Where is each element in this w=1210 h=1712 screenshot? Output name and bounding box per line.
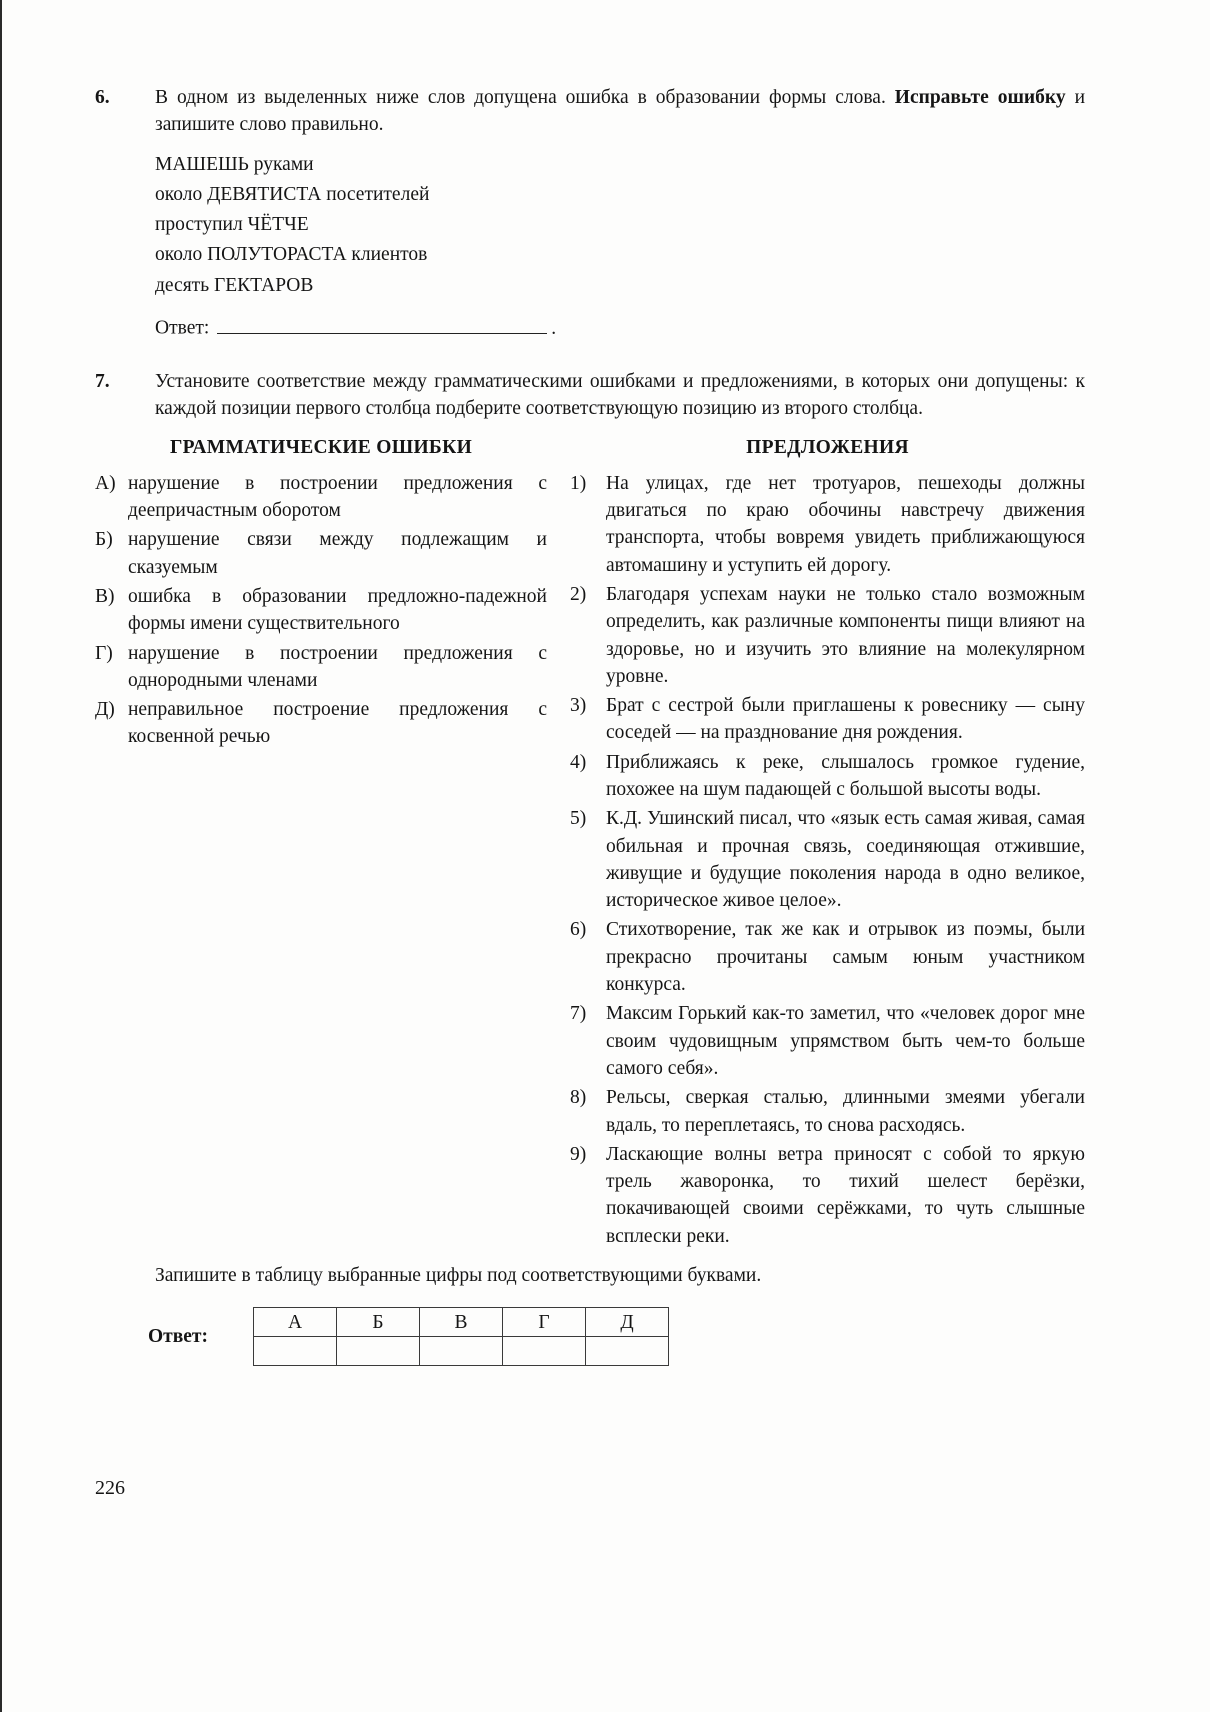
errors-column-header: ГРАММАТИЧЕСКИЕ ОШИБКИ — [169, 437, 473, 459]
answer-cell-g[interactable] — [503, 1337, 586, 1366]
word-option-2: около ДЕВЯТИСТА посетителей — [155, 183, 430, 205]
answer-cell-d[interactable] — [586, 1337, 669, 1366]
task-7-answer-area — [148, 1307, 1085, 1366]
errors-column — [95, 434, 547, 1252]
answer-table-input-row — [254, 1337, 669, 1366]
sentence-item-9 — [570, 1141, 1085, 1250]
matching-columns — [95, 434, 1085, 1252]
error-item-text: нарушение в построении предложения с деепричастным оборотом — [128, 472, 547, 522]
sentence-item-label: 4) — [570, 751, 587, 773]
answer-cell-v[interactable] — [420, 1337, 503, 1366]
sentence-item-label: 6) — [570, 919, 587, 941]
sentences-column-header: ПРЕДЛОЖЕНИЯ — [746, 437, 909, 459]
task-6-intro-bold: Исправьте ошибку — [894, 87, 1066, 108]
error-item-a — [95, 470, 547, 525]
table-instruction: Запишите в таблицу выбранные цифры под соответствующими буквами. — [155, 1265, 762, 1287]
word-option-3: проступил ЧЁТЧЕ — [155, 214, 309, 236]
task-6-answer-line — [155, 313, 1085, 342]
sentence-item-text: На улицах, где нет тротуаров, пешеходы должны двигаться по краю обочины навстречу движения транспорта, чтобы вовремя увидеть приближающуюся автомашину и уступить ей дорогу. — [606, 472, 1085, 576]
error-item-label: Г) — [95, 642, 113, 664]
task-6 — [95, 84, 1085, 342]
sentence-item-text: Стихотворение, так же как и отрывок из поэмы, были прекрасно прочитаны самым юным участником конкурса. — [606, 919, 1085, 996]
error-item-text: нарушение в построении предложения с однородными членами — [128, 642, 547, 691]
sentence-item-text: Благодаря успехам науки не только стало возможным определить, как различные компоненты пищи влияют на здоровье, но и изучить это влияние на молекулярном уровне. — [606, 583, 1085, 687]
sentence-item-8 — [570, 1084, 1085, 1139]
task-7-number: 7. — [95, 370, 110, 392]
task-6-word-list — [155, 151, 1085, 299]
sentence-item-6 — [570, 916, 1085, 998]
answer-table — [253, 1307, 669, 1366]
task-6-answer-label: Ответ: — [155, 317, 210, 339]
column-gutter — [547, 434, 570, 1252]
task-7-answer-label: Ответ: — [148, 1326, 209, 1348]
error-item-text: ошибка в образовании предложно-падежной формы имени существительного — [128, 585, 547, 635]
error-item-label: Д) — [95, 699, 115, 721]
sentence-item-7 — [570, 1000, 1085, 1082]
sentence-item-label: 3) — [570, 695, 587, 717]
sentence-item-1 — [570, 470, 1085, 579]
answer-cell-b[interactable] — [337, 1337, 420, 1366]
error-item-g — [95, 640, 547, 695]
error-item-text: неправильное построение предложения с косвенной речью — [128, 699, 547, 748]
sentences-column — [570, 434, 1085, 1252]
error-item-label: А) — [95, 472, 116, 494]
sentence-item-4 — [570, 749, 1085, 804]
sentence-item-label: 1) — [570, 472, 587, 494]
answer-cell-a[interactable] — [254, 1337, 337, 1366]
sentence-item-text: Рельсы, сверкая сталью, длинными змеями убегали вдаль, то переплетаясь, то снова расходясь. — [606, 1087, 1085, 1136]
sentence-item-text: Брат с сестрой были приглашены к ровеснику — сыну соседей — на празднование дня рождения. — [606, 695, 1085, 744]
word-option-1: МАШЕШЬ руками — [155, 153, 314, 175]
error-item-text: нарушение связи между подлежащим и сказуемым — [128, 529, 547, 578]
sentence-item-5 — [570, 805, 1085, 914]
sentence-item-label: 9) — [570, 1143, 587, 1165]
sentence-item-text: Максим Горький как-то заметил, что «человек дорог мне своим чудовищным упрямством быть чем-то больше самого себя». — [606, 1003, 1085, 1079]
sentence-item-label: 8) — [570, 1087, 587, 1109]
error-item-label: Б) — [95, 529, 113, 551]
task-6-number: 6. — [95, 87, 110, 108]
answer-table-header-v: В — [420, 1308, 503, 1337]
answer-table-header-d: Д — [586, 1308, 669, 1337]
error-item-b — [95, 526, 547, 581]
sentence-item-label: 7) — [570, 1003, 587, 1025]
sentence-item-2 — [570, 581, 1085, 690]
sentence-item-text: Приближаясь к реке, слышалось громкое гудение, похожее на шум падающей с большой высоты воды. — [606, 751, 1085, 800]
error-item-label: В) — [95, 585, 115, 607]
task-6-intro — [155, 84, 1085, 139]
sentence-item-text: Ласкающие волны ветра приносят с собой то яркую трель жаворонка, то тихий шелест берёзки, покачивающей своими серёжками, то чуть слышные всплески реки. — [606, 1143, 1085, 1247]
task-7 — [95, 368, 1085, 1367]
sentence-item-text: К.Д. Ушинский писал, что «язык есть самая живая, самая обильная и прочная связь, соединяющая отжившие, живущие и будущие поколения народа в одно великое, историческое живое целое». — [606, 808, 1085, 912]
error-item-v — [95, 583, 547, 638]
sentence-item-label: 2) — [570, 583, 587, 605]
sentence-item-label: 5) — [570, 808, 587, 830]
answer-line-period: . — [551, 317, 557, 339]
page-number: 226 — [95, 1477, 125, 1499]
answer-table-header-a: А — [254, 1308, 337, 1337]
error-item-d — [95, 696, 547, 751]
sentence-item-3 — [570, 692, 1085, 747]
answer-table-header-row — [254, 1308, 669, 1337]
answer-table-header-g: Г — [503, 1308, 586, 1337]
task-6-intro-rest: и запишите слово правильно. — [155, 87, 1086, 136]
word-option-4: около ПОЛУТОРАСТА клиентов — [155, 244, 428, 266]
answer-table-header-b: Б — [337, 1308, 420, 1337]
task-7-intro: Установите соответствие между грамматическими ошибками и предложениями, в которых они допущены: к каждой позиции первого столбца подберите соответствующую позицию из второго столбца. — [155, 370, 1085, 420]
word-option-5: десять ГЕКТАРОВ — [155, 274, 314, 296]
task-6-answer-blank[interactable] — [217, 313, 547, 333]
scan-edge-line — [0, 0, 2, 1712]
task-6-intro-text: В одном из выделенных ниже слов допущена ошибка в образовании формы слова. — [155, 87, 895, 108]
